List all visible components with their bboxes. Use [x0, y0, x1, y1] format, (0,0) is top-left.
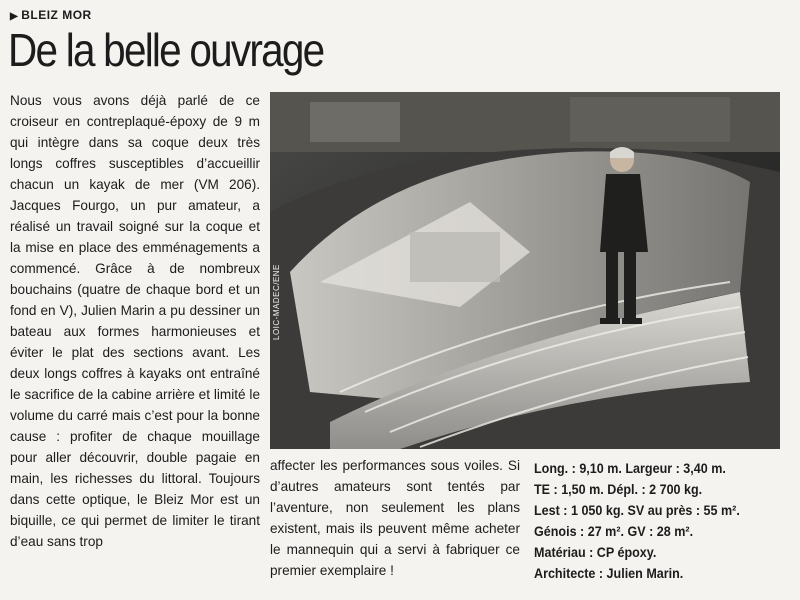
spec-line: Long. : 9,10 m. Largeur : 3,40 m.	[534, 461, 726, 476]
article-column-2	[270, 455, 520, 590]
spec-line: Lest : 1 050 kg. SV au près : 55 m².	[534, 503, 740, 518]
section-kicker	[10, 8, 92, 22]
kicker-label: BLEIZ MOR	[21, 8, 92, 22]
body-text-2: affecter les performances sous voiles. Si d’autres amateurs sont tentés par l’aventure, non seulement les plans existent, mais ils peuvent même acheter le mannequin qui a servi à fabriquer ce premier exemplaire !	[270, 458, 520, 578]
photo-illustration	[270, 92, 780, 449]
spec-line: Matériau : CP époxy.	[534, 545, 657, 560]
article-column-1	[10, 90, 260, 590]
photo-credit: LOIC-MADEC/ENE	[272, 264, 281, 340]
spec-line: TE : 1,50 m. Dépl. : 2 700 kg.	[534, 482, 703, 497]
body-text-1: Nous vous avons déjà parlé de ce croiseur en contreplaqué-époxy de 9 m qui intègre dans sa coque deux très longs coffres susceptibles d’accueillir chacun un kayak de mer (VM 206). Jacques Fourgo, un pur amateur, a réalisé un travail soigné sur la coque et la mise en place des emménagements a commencé. Grâce à de nombreux bouchains (quatre de chaque bord et un fond en V), Julien Marin a pu dessiner un bateau aux formes harmonieuses et éviter le plat des sections avant. Les deux longs coffres à kayaks ont entraîné le sacrifice de la cabine arrière et limité le volume du carré mais c’est pour la bonne cause : profiter de chaque mouillage pour aller découvrir, double pagaie en main, les richesses du littoral. Toujours dans cette optique, le Bleiz Mor est un biquille, ce qui permet de limiter le tirant d’eau sans trop	[10, 93, 260, 549]
spec-line: Génois : 27 m². GV : 28 m².	[534, 524, 694, 539]
triangle-arrow-icon: ▶	[10, 11, 19, 22]
boat-hull-photo	[270, 92, 780, 449]
spec-box	[534, 458, 776, 584]
article-headline: De la belle ouvrage	[8, 24, 324, 76]
spec-line: Architecte : Julien Marin.	[534, 566, 684, 581]
